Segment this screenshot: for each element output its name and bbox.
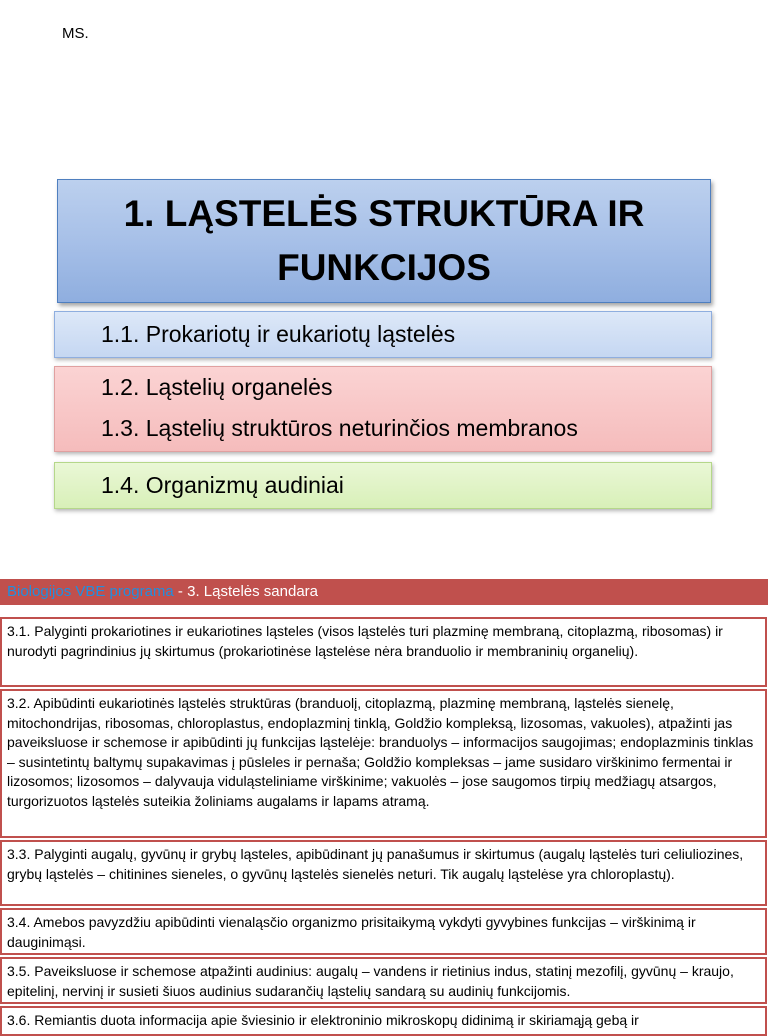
program-item: 3.5. Paveiksluose ir schemose atpažinti audinius: augalų – vandens ir rietinius indus, statinį mezofilį, gyvūnų – kraujo, epitelinį, nervinį ir susieti šiuos audinius sudarančių ląstelių sandarą su audinių funkcijomis. bbox=[0, 957, 767, 1004]
program-item: 3.4. Amebos pavyzdžiu apibūdinti vienaląsčio organizmo prisitaikymą vykdyti gyvybines funkcijas – virškinimą ir dauginimąsi. bbox=[0, 908, 767, 955]
program-section-title: - 3. Ląstelės sandara bbox=[173, 583, 319, 600]
program-item: 3.6. Remiantis duota informacija apie šviesinio ir elektroninio mikroskopų didinimą ir skiriamąją gebą ir bbox=[0, 1006, 767, 1036]
topic-2: 1.2. Ląstelių organelės bbox=[101, 374, 333, 400]
topic-box-3 bbox=[54, 462, 712, 509]
program-item: 3.2. Apibūdinti eukariotinės ląstelės struktūras (branduolį, citoplazmą, plazminę membraną, ląstelės sienelę, mitochondrijas, ribosomas, chloroplastus, endoplazminį tinklą, Goldžio kompleksą, lizosomas, vakuoles), atpažinti jas paveiksluose ir schemose ir apibūdinti jų funkcijas ląstelėje: branduolys – informacijos saugojimas; endoplazminis tinklas – susintetintų baltymų supakavimas į pūsleles ir pernaša; Goldžio kompleksas – jame susidaro virškinimo fermentai ir lizosomos; lizosomos – dalyvauja viduląsteliniame virškinime; vakuolės – jose saugomos tirpių medžiagų atsargos, turgorizuotos ląstelės suteikia žoliniams augalams ir lapams atramą. bbox=[0, 689, 767, 838]
program-item: 3.1. Palyginti prokariotines ir eukariotines ląsteles (visos ląstelės turi plazminę membraną, citoplazmą, ribosomas) ir nurodyti pagrindinius jų skirtumus (prokariotinėse ląstelėse nėra branduolio ir membraninių organelių). bbox=[0, 617, 767, 687]
program-header bbox=[0, 579, 768, 605]
topic-1: 1.1. Prokariotų ir eukariotų ląstelės bbox=[101, 321, 456, 347]
page-title: 1. LĄSTELĖS STRUKTŪRA IR FUNKCIJOS bbox=[123, 193, 645, 288]
topic-4: 1.4. Organizmų audiniai bbox=[101, 472, 344, 498]
title-box bbox=[57, 179, 711, 303]
program-link[interactable]: Biologijos VBE programa bbox=[7, 583, 174, 600]
topic-box-1 bbox=[54, 311, 712, 358]
topic-3: 1.3. Ląstelių struktūros neturinčios membranos bbox=[101, 415, 578, 441]
program-item: 3.3. Palyginti augalų, gyvūnų ir grybų ląsteles, apibūdinant jų panašumus ir skirtumus (augalų ląstelės turi celiuliozines, grybų ląstelės – chitinines sieneles, o gyvūnų ląstelės sienelės neturi. Tik augalų ląstelėse yra chloroplastų). bbox=[0, 840, 767, 906]
author-initials: MS. bbox=[62, 25, 89, 42]
topic-box-2 bbox=[54, 366, 712, 452]
